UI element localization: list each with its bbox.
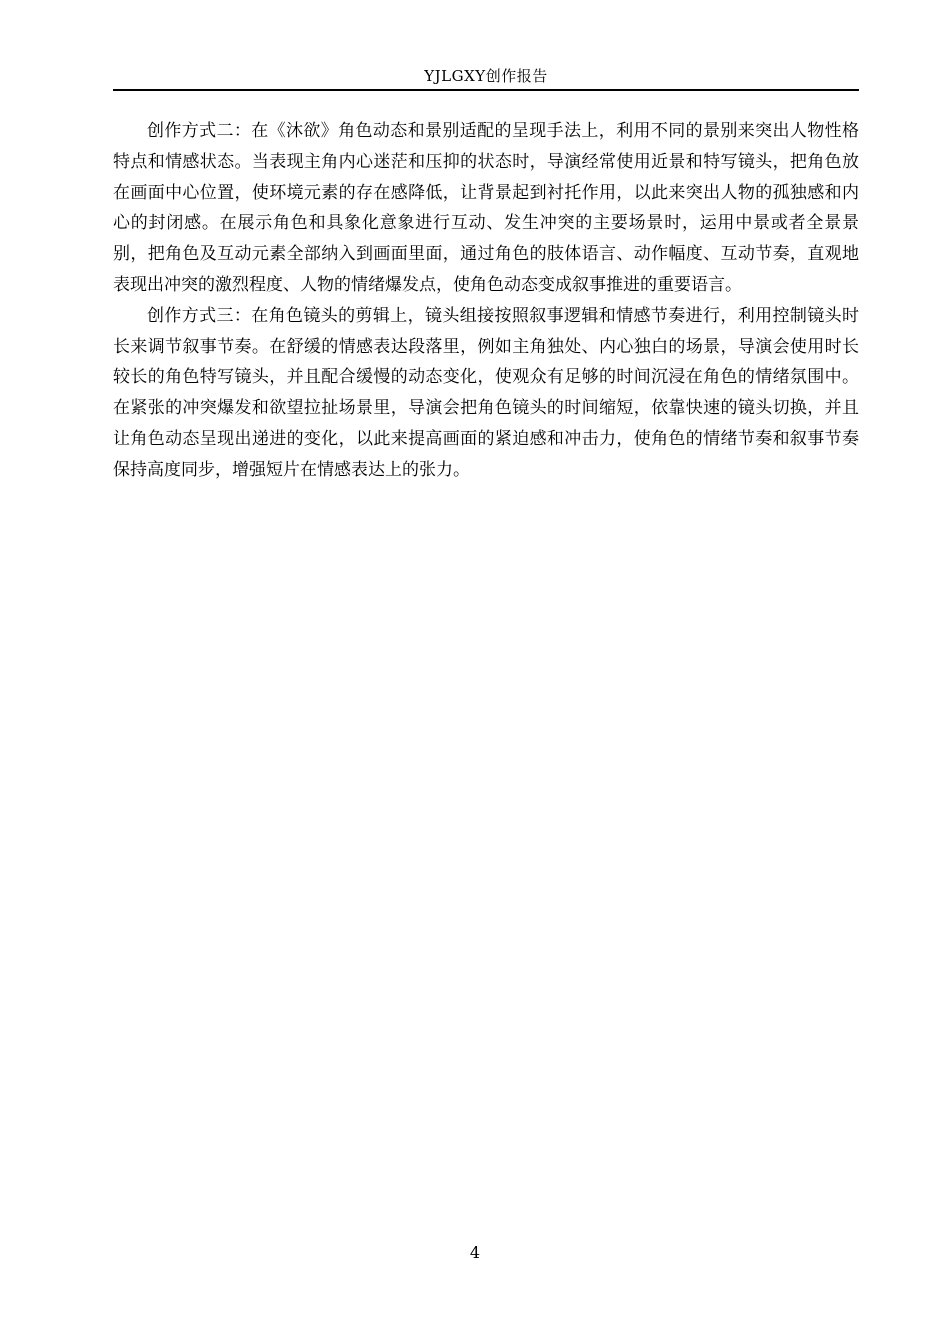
paragraph-method-two: 创作方式二：在《沐欲》角色动态和景别适配的呈现手法上，利用不同的景别来突出人物性格特点和情感状态。当表现主角内心迷茫和压抑的状态时，导演经常使用近景和特写镜头，把角色放在画面中心位置，使环境元素的存在感降低，让背景起到衬托作用，以此来突出人物的孤独感和内心的封闭感。在展示角色和具象化意象进行互动、发生冲突的主要场景时，运用中景或者全景景别，把角色及互动元素全部纳入到画面里面，通过角色的肢体语言、动作幅度、互动节奏，直观地表现出冲突的激烈程度、人物的情绪爆发点，使角色动态变成叙事推进的重要语言。 [113, 121, 859, 295]
paragraph-method-three: 创作方式三：在角色镜头的剪辑上，镜头组接按照叙事逻辑和情感节奏进行，利用控制镜头时长来调节叙事节奏。在舒缓的情感表达段落里，例如主角独处、内心独白的场景，导演会使用时长较长的角色特写镜头，并且配合缓慢的动态变化，使观众有足够的时间沉浸在角色的情绪氛围中。在紧张的冲突爆发和欲望拉扯场景里，导演会把角色镜头的时间缩短，依靠快速的镜头切换，并且让角色动态呈现出递进的变化，以此来提高画面的紧迫感和冲击力，使角色的情绪节奏和叙事节奏保持高度同步，增强短片在情感表达上的张力。 [113, 305, 859, 480]
header-divider [113, 89, 859, 91]
body-text [113, 116, 859, 486]
page-number: 4 [469, 1243, 481, 1262]
running-header: YJLGXY创作报告 [424, 67, 548, 85]
